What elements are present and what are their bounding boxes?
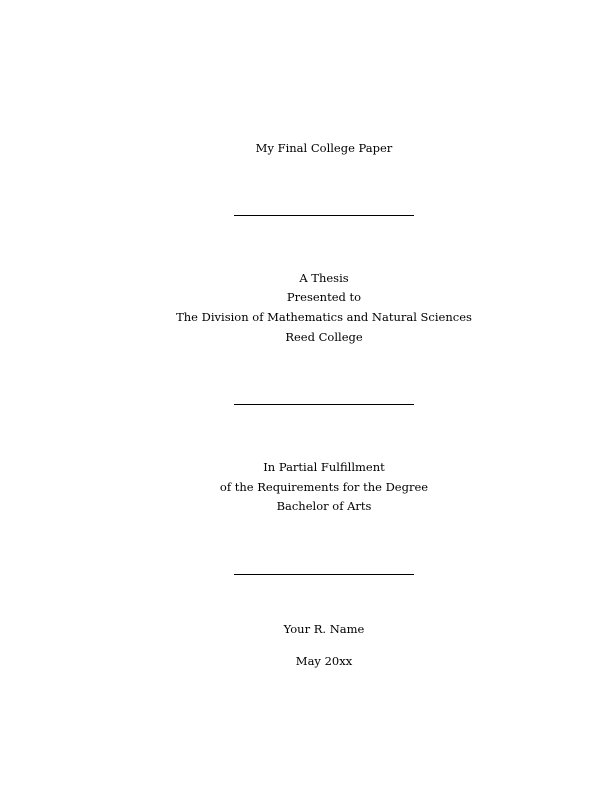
divider-rule-1 — [234, 215, 414, 216]
fulfillment-line: In Partial Fulfillment — [263, 460, 385, 474]
requirements-line: of the Requirements for the Degree — [219, 480, 429, 494]
divider-rule-2 — [234, 404, 414, 405]
division-line: The Division of Mathematics and Natural Sciences — [176, 310, 472, 324]
degree-line: Bachelor of Arts — [276, 499, 372, 513]
divider-rule-3 — [234, 574, 414, 575]
thesis-title: My Final College Paper — [255, 141, 393, 155]
submission-date: May 20xx — [295, 654, 353, 668]
thesis-type-line: A Thesis — [299, 271, 349, 285]
presented-to-line: Presented to — [286, 290, 362, 304]
college-line: Reed College — [285, 330, 363, 344]
author-name: Your R. Name — [283, 622, 365, 636]
